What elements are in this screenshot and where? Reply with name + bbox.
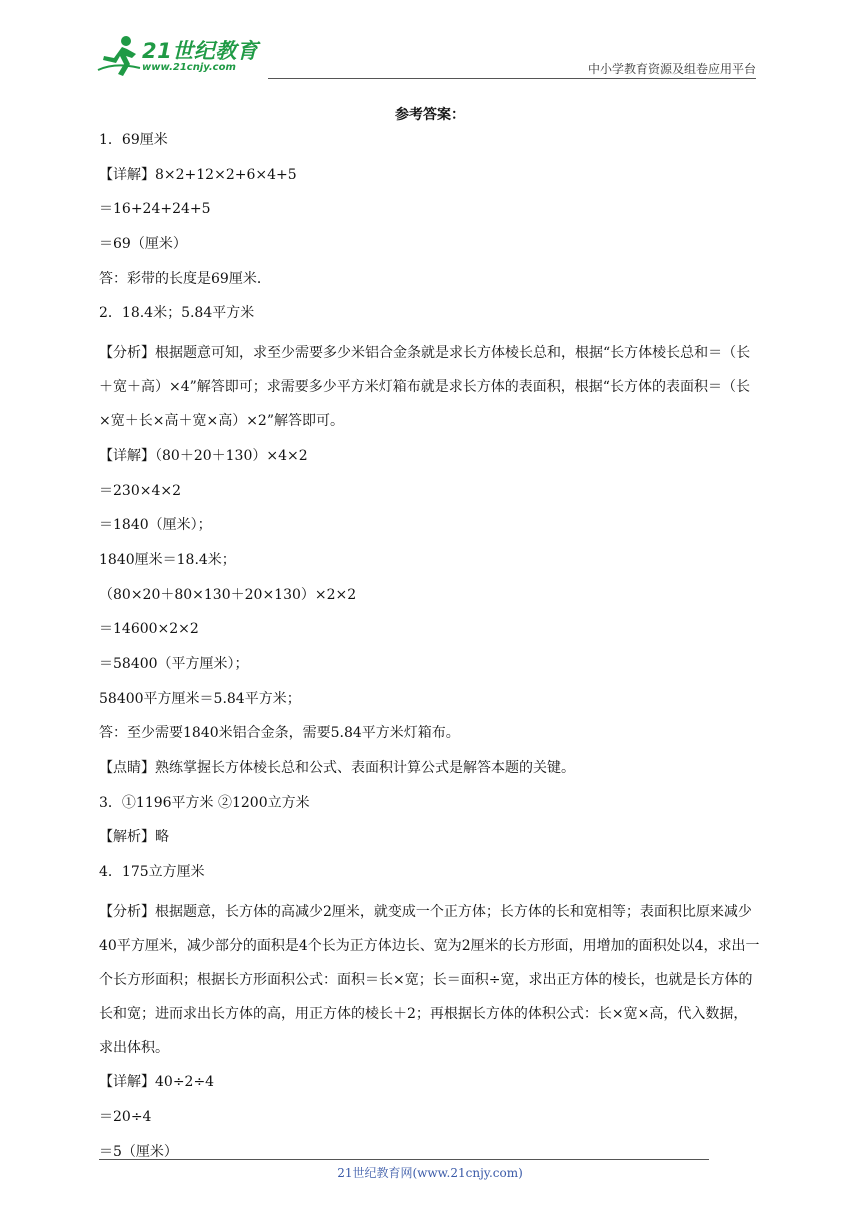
answer-line: 2．18.4米；5.84平方米 bbox=[99, 305, 255, 322]
answer-line: ＝14600×2×2 bbox=[99, 621, 199, 638]
answer-line: ＝1840（厘米）； bbox=[99, 517, 212, 534]
answer-line: ＝58400（平方厘米）； bbox=[99, 655, 249, 672]
answer-line: 58400平方厘米＝5.84平方米； bbox=[99, 690, 301, 707]
answer-line: 1．69厘米 bbox=[99, 132, 168, 148]
analysis-paragraph: 【分析】根据题意，长方体的高减少2厘米，就变成一个正方体；长方体的长和宽相等；表面积比原来减少40平方厘米，减少部分的面积是4个长为正方体边长、宽为2厘米的长方形面，用增加的面积处以4，求出一个长方形面积；根据长方形面积公式：面积＝长×宽；长＝面积÷宽，求出正方体的棱长，也就是长方体的长和宽；进而求出长方体的高，用正方体的棱长＋2；再根据长方体的体积公式：长×宽×高，代入数据，求出体积。 bbox=[99, 903, 760, 1056]
answer-line: （80×20＋80×130＋20×130）×2×2 bbox=[99, 586, 357, 603]
platform-name: 中小学教育资源及组卷应用平台 bbox=[587, 62, 756, 76]
answer-line: ＝5（厘米） bbox=[99, 1143, 178, 1160]
answer-line: 答：彩带的长度是69厘米． bbox=[99, 270, 271, 287]
answer-line: 4．175立方厘米 bbox=[99, 864, 205, 881]
answer-line: 【详解】40÷2÷4 bbox=[99, 1074, 215, 1091]
answer-line: 【详解】（80＋20＋130）×4×2 bbox=[99, 447, 308, 464]
header-divider bbox=[268, 78, 756, 79]
footer-divider bbox=[99, 1159, 709, 1160]
page-title: 参考答案： bbox=[395, 107, 465, 123]
answer-content bbox=[99, 130, 761, 1177]
answer-line: 【解析】略 bbox=[99, 829, 169, 846]
logo-url: www.21cnjy.com bbox=[142, 62, 236, 73]
answer-line: ＝69（厘米） bbox=[99, 236, 187, 253]
answer-line: 答：至少需要1840米铝合金条，需要5.84平方米灯箱布。 bbox=[99, 725, 460, 742]
answer-line: 【详解】8×2+12×2+6×4+5 bbox=[99, 166, 297, 183]
answer-line: 【点睛】熟练掌握长方体棱长总和公式、表面积计算公式是解答本题的关键。 bbox=[99, 760, 575, 776]
logo bbox=[96, 34, 266, 78]
answer-line: 3．①1196平方米 ②1200立方米 bbox=[99, 794, 310, 811]
runner-logo-icon bbox=[96, 34, 142, 78]
page-header bbox=[96, 28, 756, 80]
answer-line: ＝20÷4 bbox=[99, 1109, 152, 1126]
answer-line: ＝16+24+24+5 bbox=[99, 201, 211, 218]
analysis-paragraph: 【分析】根据题意可知，求至少需要多少米铝合金条就是求长方体棱长总和，根据“长方体棱长总和＝（长＋宽＋高）×4”解答即可；求需要多少平方米灯箱布就是求长方体的表面积，根据“长方体的表面积＝（长×宽＋长×高＋宽×高）×2”解答即可。 bbox=[99, 345, 751, 430]
page-footer: 21世纪教育网(www.21cnjy.com) bbox=[337, 1166, 523, 1180]
logo-text: 21世纪教育 bbox=[142, 39, 259, 63]
answer-line: 1840厘米＝18.4米； bbox=[99, 551, 236, 568]
answer-line: ＝230×4×2 bbox=[99, 482, 181, 499]
